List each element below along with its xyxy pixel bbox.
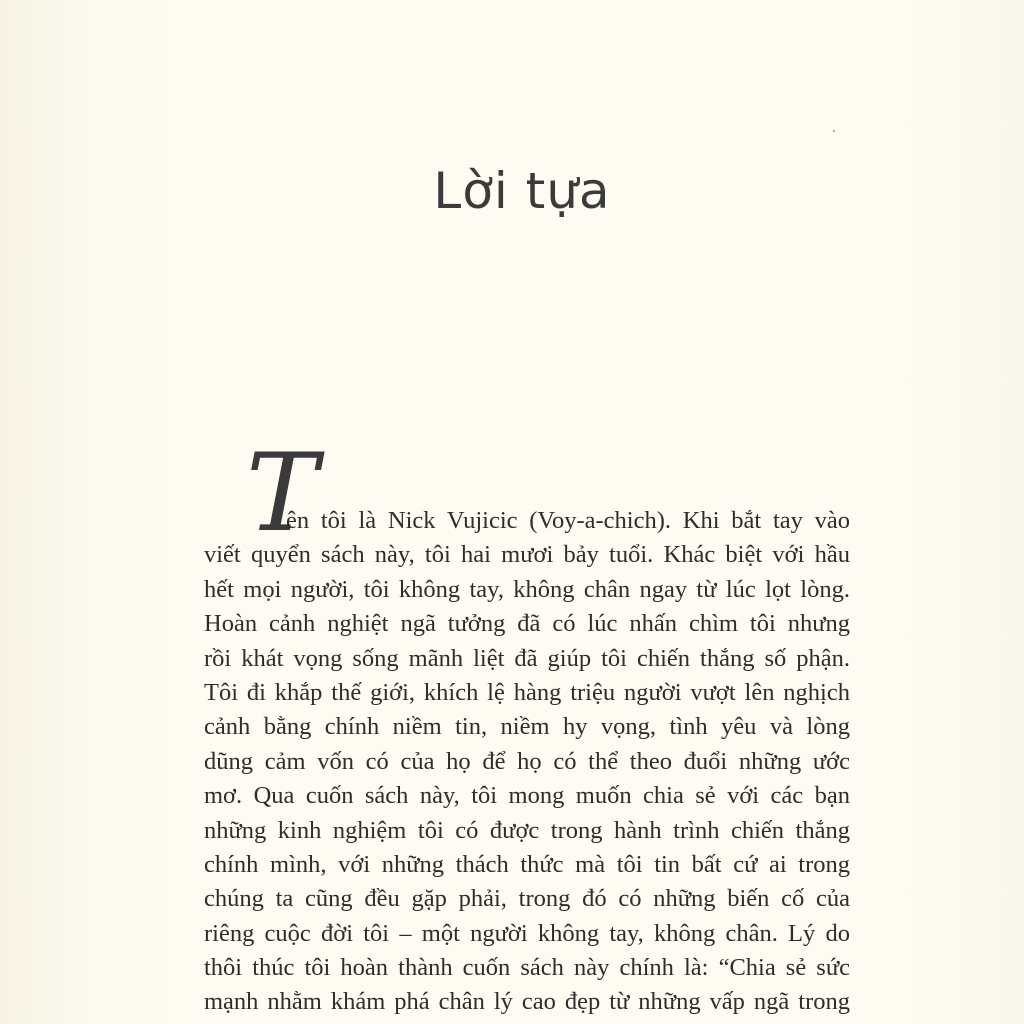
text-line: dũng cảm vốn có của họ để họ có thể theo đuổi những ước	[204, 747, 850, 775]
text-line: mơ. Qua cuốn sách này, tôi mong muốn chia sẻ với các bạn	[204, 782, 850, 810]
text-line: ên tôi là Nick Vujicic (Voy-a-chich). Khi bắt tay vào	[286, 507, 850, 534]
text-line: mạnh nhằm khám phá chân lý cao đẹp từ những vấp ngã trong	[204, 988, 850, 1016]
text-line: chúng ta cũng đều gặp phải, trong đó có những biến cố của	[204, 885, 850, 913]
text-line: Hoàn cảnh nghiệt ngã tưởng đã có lúc nhấn chìm tôi nhưng	[204, 610, 850, 638]
text-line: hết mọi người, tôi không tay, không chân ngay từ lúc lọt lòng.	[204, 575, 850, 603]
text-line: rồi khát vọng sống mãnh liệt đã giúp tôi chiến thắng số phận.	[204, 644, 850, 672]
drop-cap: T	[246, 431, 319, 556]
body-text	[204, 504, 850, 1020]
text-line: thôi thúc tôi hoàn thành cuốn sách này chính là: “Chia sẻ sức	[204, 954, 850, 982]
text-line: riêng cuộc đời tôi – một người không tay, không chân. Lý do	[204, 919, 850, 947]
chapter-title: Lời tựa	[433, 162, 611, 220]
text-line: viết quyển sách này, tôi hai mươi bảy tuổi. Khác biệt với hầu	[204, 541, 850, 569]
text-line: Tôi đi khắp thế giới, khích lệ hàng triệu người vượt lên nghịch	[204, 678, 850, 706]
text-line: những kinh nghiệm tôi có được trong hành trình chiến thắng	[204, 816, 850, 844]
paper-speck	[833, 130, 835, 132]
text-line: chính mình, với những thách thức mà tôi tin bất cứ ai trong	[204, 850, 850, 878]
text-line: cảnh bằng chính niềm tin, niềm hy vọng, tình yêu và lòng	[204, 713, 850, 741]
